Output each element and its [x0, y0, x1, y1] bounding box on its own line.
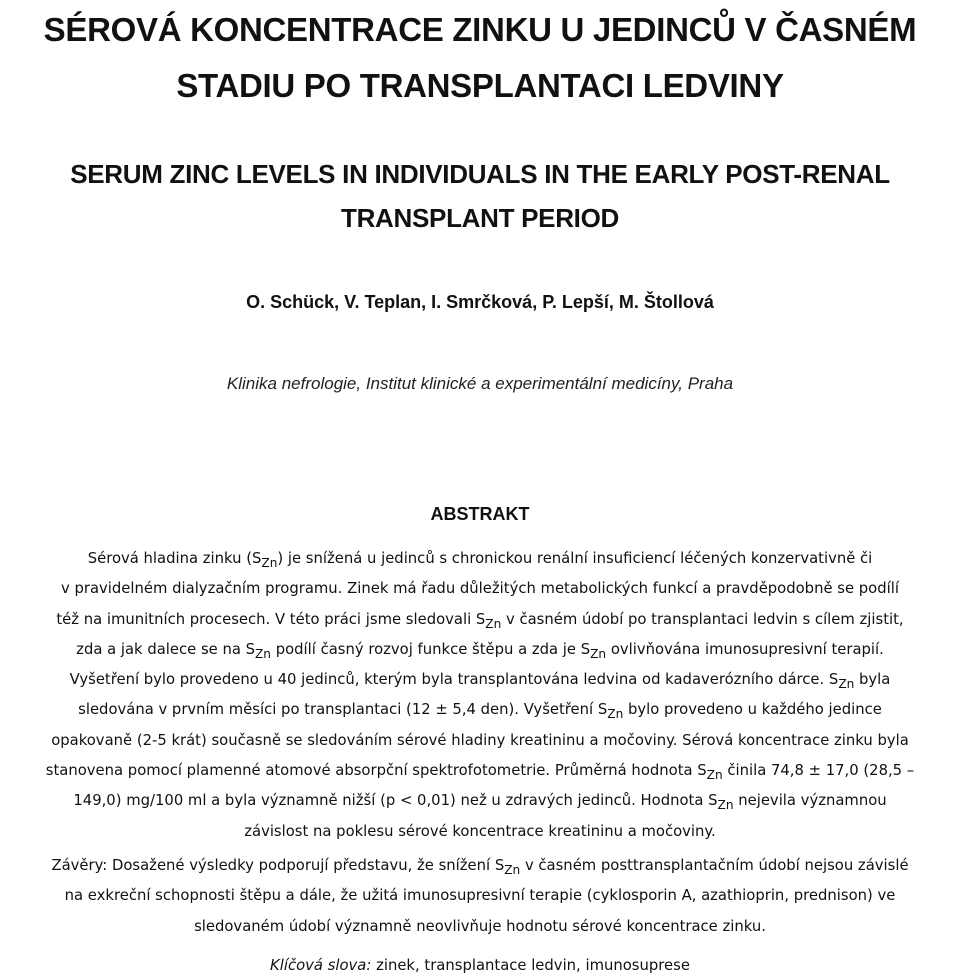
abstract-text: činila 74,8 ± 17,0 (28,5 –: [722, 762, 915, 780]
english-title-line-1: SERUM ZINC LEVELS IN INDIVIDUALS IN THE EARLY POST-RENAL: [70, 159, 890, 189]
conclusions-paragraph: [0, 851, 960, 942]
abstract-text: stanovena pomocí plamenné atomové absorpční spektrofotometrie. Průměrná hodnota S: [45, 762, 707, 780]
abstract-text: zda a jak dalece se na S: [76, 640, 255, 658]
subscript-zn: Zn: [261, 556, 278, 571]
authors: O. Schück, V. Teplan, I. Smrčková, P. Lepší, M. Štollová: [246, 292, 714, 312]
conclusions-text: v časném posttransplantačním údobí nejsou závislé: [520, 857, 909, 874]
abstract-text: Vyšetření bylo provedeno u 40 jedinců, kterým byla transplantována ledvina od kadaverózního dárce. S: [69, 671, 839, 689]
abstract-text: bylo provedeno u každého jedince: [623, 701, 882, 719]
subscript-zn: Zn: [255, 647, 271, 662]
keywords-text: zinek, transplantace ledvin, imunosuprese: [371, 957, 690, 974]
abstract-line: [0, 544, 960, 574]
subscript-zn: Zn: [706, 768, 723, 783]
abstract-text: 149,0) mg/100 ml a byla významně nižší (p < 0,01) než u zdravých jedinců. Hodnota S: [73, 792, 718, 810]
czech-title-line-2: STADIU PO TRANSPLANTACI LEDVINY: [176, 67, 784, 104]
subscript-zn: Zn: [504, 863, 521, 878]
abstract-line: opakovaně (2-5 krát) současně se sledováním sérové hladiny kreatininu a močoviny. Sérová koncentrace zinku byla: [51, 731, 909, 749]
czech-title-line-1: SÉROVÁ KONCENTRACE ZINKU U JEDINCŮ V ČASNÉM: [43, 11, 917, 48]
subscript-zn: Zn: [485, 616, 502, 631]
subscript-zn: Zn: [838, 677, 855, 692]
abstract-line: v pravidelném dialyzačním programu. Zinek má řadu důležitých metabolických funkcí a pravděpodobně se podílí: [61, 580, 899, 598]
abstract-line: [0, 635, 960, 665]
abstract-text: též na imunitních procesech. V této práci jsme sledovali S: [56, 610, 486, 628]
czech-title: [0, 2, 960, 114]
abstract-line: [0, 665, 960, 695]
english-title: [0, 152, 960, 240]
conclusions-line: [0, 851, 960, 881]
abstract-line: [0, 786, 960, 816]
conclusions-text: Závěry: Dosažené výsledky podporují představu, že snížení S: [51, 857, 505, 874]
abstract-line: [0, 605, 960, 635]
abstract-text: ) je snížená u jedinců s chronickou renální insuficiencí léčených konzervativně či: [277, 550, 873, 567]
affiliation: Klinika nefrologie, Institut klinické a experimentální medicíny, Praha: [226, 374, 734, 393]
abstract-text: sledována v prvním měsíci po transplantaci (12 ± 5,4 den). Vyšetření S: [78, 701, 608, 719]
conclusions-line: sledovaném údobí významně neovlivňuje hodnotu sérové koncentrace zinku.: [194, 917, 766, 935]
abstract-body: [0, 544, 960, 847]
subscript-zn: Zn: [717, 798, 734, 813]
abstract-text: byla: [854, 671, 891, 689]
abstract-heading: ABSTRAKT: [430, 504, 530, 524]
subscript-zn: Zn: [607, 707, 624, 722]
conclusions-line: na exkreční schopnosti štěpu a dále, že užitá imunosupresivní terapie (cyklosporin A, azathioprin, prednison) ve: [64, 887, 896, 905]
abstract-line: [0, 695, 960, 725]
abstract-line: [0, 756, 960, 786]
subscript-zn: Zn: [590, 647, 607, 662]
abstract-text: podílí časný rozvoj funkce štěpu a zda je S: [271, 640, 591, 658]
abstract-line: závislost na poklesu sérové koncentrace kreatininu a močoviny.: [244, 822, 716, 840]
abstract-text: ovlivňována imunosupresivní terapií.: [606, 640, 884, 658]
abstract-text: Sérová hladina zinku (S: [87, 550, 262, 567]
english-title-line-2: TRANSPLANT PERIOD: [340, 203, 620, 233]
abstract-text: nejevila významnou: [733, 792, 887, 810]
keywords: [0, 954, 960, 978]
keywords-label: Klíčová slova:: [270, 957, 372, 974]
abstract-text: v časném údobí po transplantaci ledvin s cílem zjistit,: [501, 610, 904, 628]
